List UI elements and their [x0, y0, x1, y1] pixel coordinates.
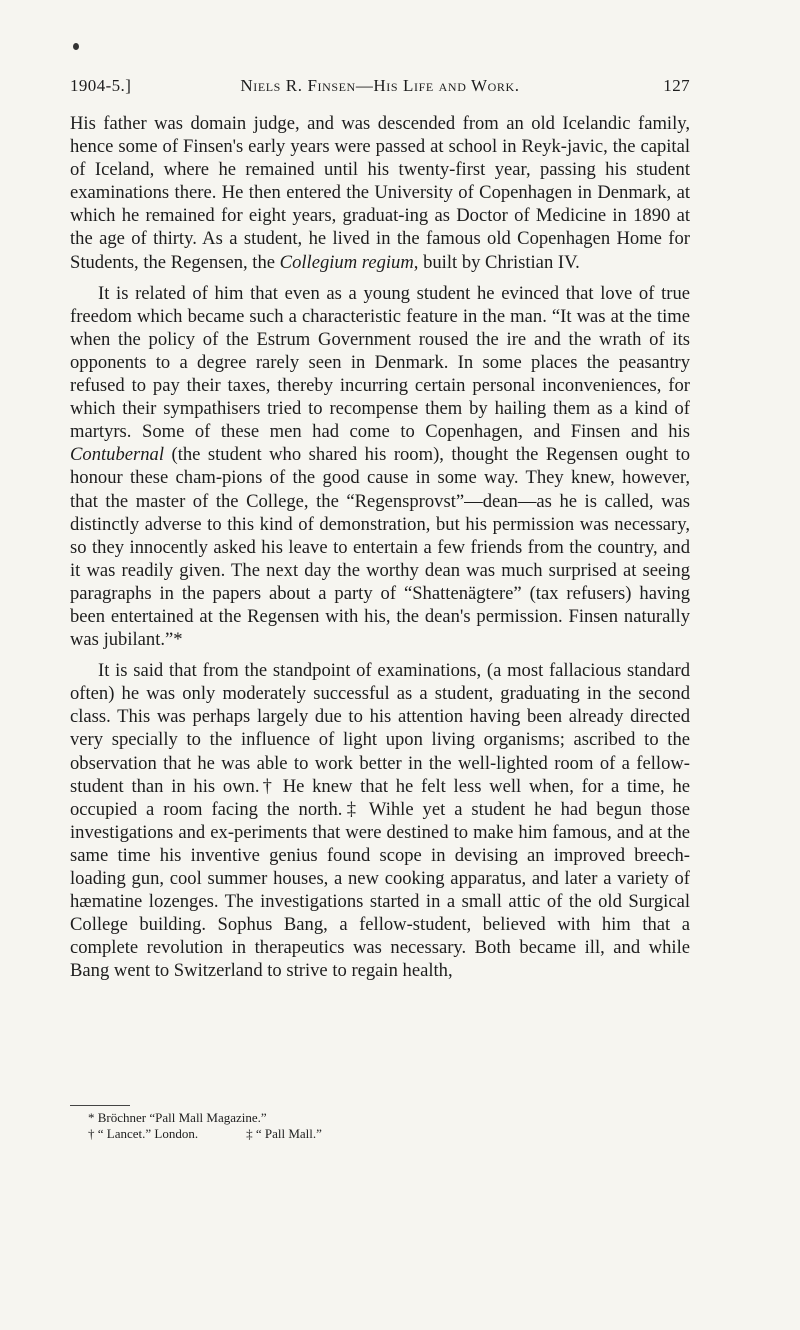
paragraph-1-text-b: , built by Christian IV.: [413, 251, 580, 273]
paragraph-1: [70, 112, 690, 274]
footnote-row-2: [88, 1126, 322, 1142]
paragraph-1-italic: Collegium regium: [279, 251, 414, 273]
ink-dot: [73, 43, 79, 50]
paragraph-2: [70, 282, 690, 652]
paragraph-2-italic: Contubernal: [70, 444, 165, 466]
paragraph-1-text-a: His father was domain judge, and was descended from an old Icelandic family, hence some of Finsen's early years were passed at school in Reyk-javic, the capital of Iceland, where he remained until his twenty-first year, passing his student examinations there. He then entered the University of Copenhagen in Denmark, at which he remained for eight years, graduat-ing as Doctor of Medicine in 1890 at the age of thirty. As a student, he lived in the famous old Copenhagen Home for Students, the Regensen, the: [70, 113, 690, 273]
page-number: 127: [663, 76, 690, 95]
running-header: [70, 76, 690, 100]
paragraph-2-text-b: (the student who shared his room), thought the Regensen ought to honour these cham-pions of the good cause in some way. They knew, however, that the master of the College, the “Regensprovst”—dean—as he is called, was distinctly adverse to this kind of demonstration, but his permission was necessary, so they innocently asked his leave to entertain a few friends from the country, and it was readily given. The next day the worthy dean was much surprised at seeing paragraphs in the papers about a party of “Shattenägtere” (tax refusers) having been entertained at the Regensen with his, the dean's permission. Finsen naturally was jubilant.”*: [70, 444, 690, 651]
body-text: [70, 112, 690, 982]
paragraph-3: [70, 659, 690, 982]
footnote-2: † “ Lancet.” London.: [88, 1126, 199, 1141]
footnote-3: ‡ “ Pall Mall.”: [246, 1126, 322, 1141]
header-year: 1904-5.]: [70, 76, 132, 95]
footnotes: [88, 1110, 322, 1142]
header-title: Niels R. Finsen—His Life and Work.: [240, 76, 520, 95]
paragraph-3-text: It is said that from the standpoint of examinations, (a most fallacious standard often) he was only moderately successful as a student, graduating in the second class. This was perhaps largely due to his attention having been already directed very specially to the influence of light upon living organisms; ascribed to the observation that he was able to work better in the well-lighted room of a fellow-student than in his own.† He knew that he felt less well when, for a time, he occupied a room facing the north.‡ Wihle yet a student he had begun those investigations and ex-periments that were destined to make him famous, and at the same time his inventive genius found scope in devising an improved breech-loading gun, cool summer houses, a new cooking apparatus, and later a variety of hæmatine lozenges. The investigations started in a small attic of the old Surgical College building. Sophus Bang, a fellow-student, believed with him that a complete revolution in therapeutics was necessary. Both became ill, and while Bang went to Switzerland to strive to regain health,: [70, 660, 690, 982]
paragraph-2-text-a: It is related of him that even as a young student he evinced that love of true freedom which became such a characteristic feature in the man. “It was at the time when the policy of the Estrum Government roused the ire and the wrath of its opponents to a degree rarely seen in Denmark. In some places the peasantry refused to pay their taxes, thereby incurring certain personal inconveniences, for which their sympathisers tried to recompense them by hailing them as a kind of martyrs. Some of these men had come to Copenhagen, and Finsen and his: [70, 282, 690, 443]
footnote-divider: [70, 1105, 130, 1106]
footnote-1: * Bröchner “Pall Mall Magazine.”: [88, 1110, 267, 1125]
